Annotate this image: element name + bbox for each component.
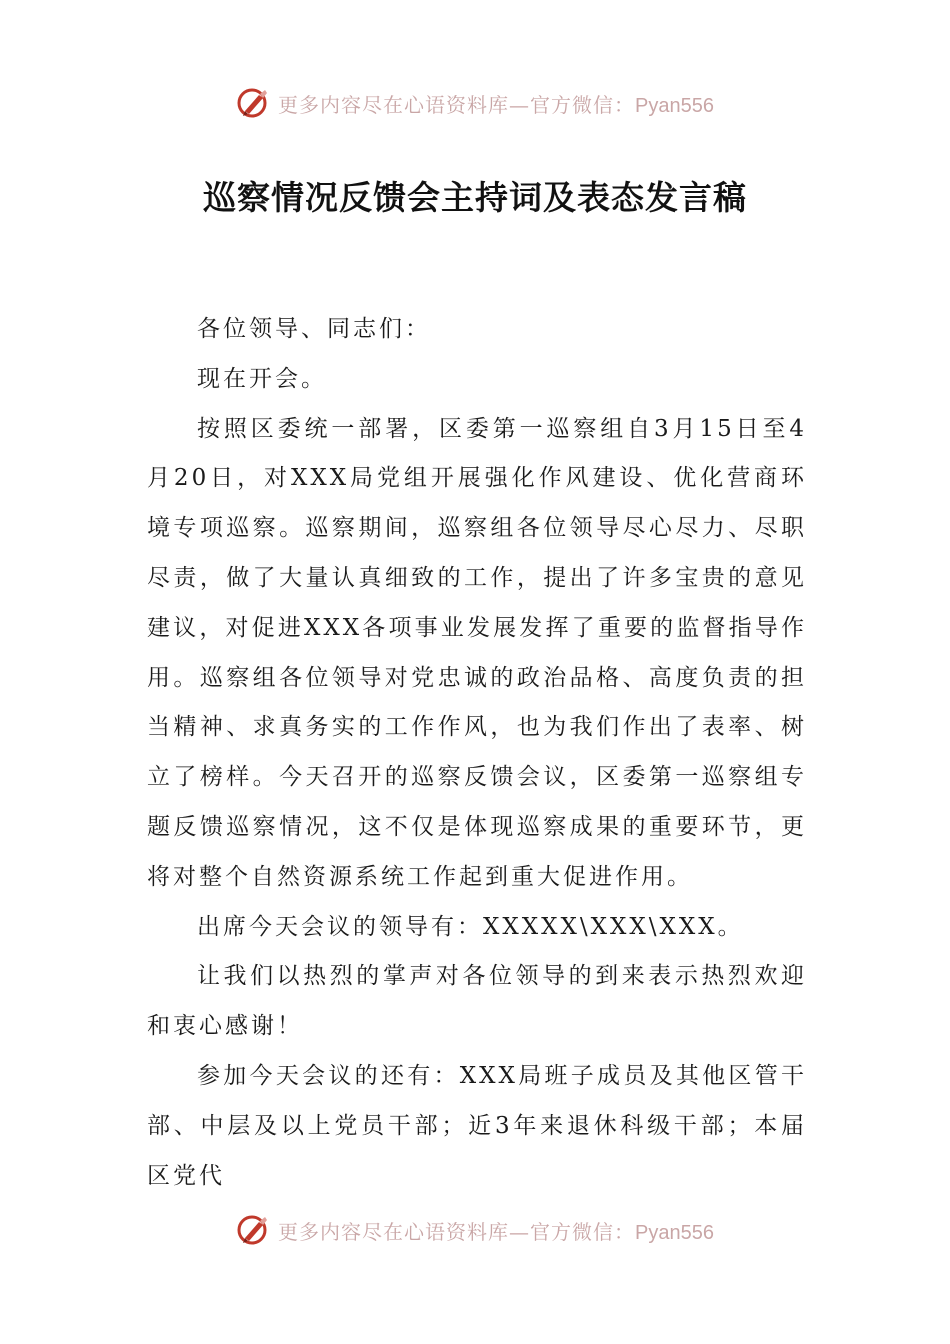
paragraph-welcome: 让我们以热烈的掌声对各位领导的到来表示热烈欢迎和衷心感谢！: [147, 963, 807, 1040]
pen-logo-icon: [236, 1213, 270, 1247]
document-body: [147, 305, 807, 1201]
header-banner: [0, 83, 950, 123]
header-banner-label: 更多内容尽在心语资料库—官方微信：: [278, 92, 636, 117]
paragraph-attending-leaders: 出席今天会议的领导有：XXXXX\XXX\XXX。: [197, 913, 744, 940]
footer-banner-label: 更多内容尽在心语资料库—官方微信：: [278, 1219, 636, 1244]
paragraph-other-attendees: 参加今天会议的还有：XXX局班子成员及其他区管干部、中层及以上党员干部；近3年来退休科级干部；本届区党代: [147, 1062, 807, 1189]
paragraph-inspection-summary: 按照区委统一部署，区委第一巡察组自3月15日至4月20日，对XXX局党组开展强化作风建设、优化营商环境专项巡察。巡察期间，巡察组各位领导尽心尽力、尽职尽责，做了大量认真细致的工作，提出了许多宝贵的意见建议，对促进XXX各项事业发展发挥了重要的监督指导作用。巡察组各位领导对党忠诚的政治品格、高度负责的担当精神、求真务实的工作作风，也为我们作出了表率、树立了榜样。今天召开的巡察反馈会议，区委第一巡察组专题反馈巡察情况，这不仅是体现巡察成果的重要环节，更将对整个自然资源系统工作起到重大促进作用。: [147, 415, 807, 890]
header-banner-text: [278, 89, 714, 118]
footer-banner-text: [278, 1216, 714, 1245]
paragraph-opening: 现在开会。: [197, 365, 327, 392]
document-title: 巡察情况反馈会主持词及表态发言稿: [203, 178, 747, 217]
footer-banner: [0, 1210, 950, 1250]
header-wechat-id: Pyan556: [635, 94, 714, 117]
pen-logo-icon: [236, 86, 270, 120]
paragraph-greeting: 各位领导、同志们：: [197, 316, 431, 342]
footer-wechat-id: Pyan556: [635, 1221, 714, 1244]
